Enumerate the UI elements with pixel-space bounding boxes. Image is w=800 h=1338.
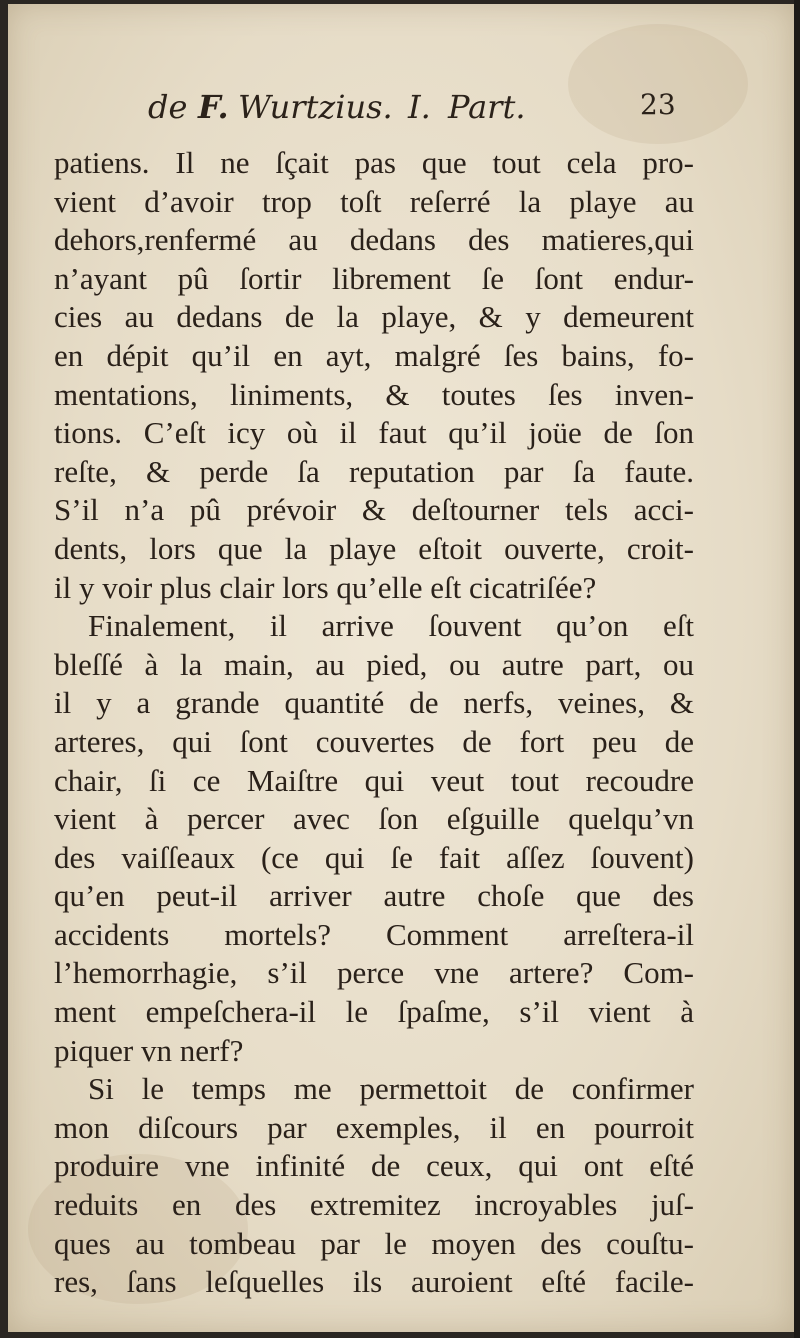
text-line: qu’en peut-il arriver autre choſe que des	[54, 878, 694, 914]
page-number: 23	[640, 88, 676, 121]
text-line: n’ayant pû ſortir librement ſe ſont endur-	[54, 260, 694, 296]
text-line: il y voir plus clair lors qu’elle eſt cicatriſée?	[54, 569, 597, 605]
header-de: de	[148, 88, 188, 126]
running-header	[148, 88, 676, 132]
text-line: bleſſé à la main, au pied, ou autre part, ou	[54, 646, 694, 682]
text-line: dehors,renfermé au dedans des matieres,qui	[54, 222, 694, 258]
text-line: dents, lors que la playe eſtoit ouverte, croit-	[54, 530, 694, 566]
text-line: accidents mortels? Comment arreſtera-il	[54, 916, 694, 952]
header-initial: F.	[198, 88, 229, 126]
text-line: tions. C’eſt icy où il faut qu’il joüe de ſon	[54, 415, 694, 451]
text-line: vient à percer avec ſon eſguille quelqu’vn	[54, 801, 694, 837]
page-edge	[794, 0, 800, 1338]
text-line: piquer vn nerf?	[54, 1032, 244, 1068]
header-part: Part.	[448, 88, 526, 126]
text-line: ques au tombeau par le moyen des couſtu-	[54, 1225, 694, 1261]
header-author: Wurtzius.	[238, 88, 393, 126]
text-line: Finalement, il arrive ſouvent qu’on eſt	[88, 608, 694, 644]
text-line: il y a grande quantité de nerfs, veines, &	[54, 685, 694, 721]
text-line: mon diſcours par exemples, il en pourroit	[54, 1109, 694, 1145]
text-line: chair, ſi ce Maiſtre qui veut tout recoudre	[54, 762, 694, 798]
text-line: en dépit qu’il en ayt, malgré ſes bains, fo-	[54, 337, 694, 373]
body-text	[54, 144, 694, 1302]
text-line: vient d’avoir trop toſt reſerré la playe au	[54, 183, 694, 219]
header-part-number: I.	[408, 88, 431, 126]
text-line: res, ſans leſquelles ils auroient eſté facile-	[54, 1264, 694, 1300]
text-line: S’il n’a pû prévoir & deſtourner tels acci-	[54, 492, 694, 528]
book-page	[8, 4, 794, 1332]
text-line: patiens. Il ne ſçait pas que tout cela pro-	[54, 145, 694, 180]
text-line: ment empeſchera-il le ſpaſme, s’il vient à	[54, 994, 694, 1030]
text-line: produire vne infinité de ceux, qui ont eſté	[54, 1148, 694, 1184]
text-line: reduits en des extremitez incroyables juſ-	[54, 1187, 694, 1223]
text-line: Si le temps me permettoit de confirmer	[88, 1071, 694, 1107]
text-line: mentations, liniments, & toutes ſes inven-	[54, 376, 694, 412]
text-line: reſte, & perde ſa reputation par ſa faute.	[54, 453, 694, 489]
text-line: l’hemorrhagie, s’il perce vne artere? Com-	[54, 955, 694, 991]
text-line: arteres, qui ſont couvertes de fort peu de	[54, 723, 694, 759]
text-line: cies au dedans de la playe, & y demeurent	[54, 299, 694, 335]
text-line: des vaiſſeaux (ce qui ſe fait aſſez ſouvent)	[54, 839, 694, 875]
